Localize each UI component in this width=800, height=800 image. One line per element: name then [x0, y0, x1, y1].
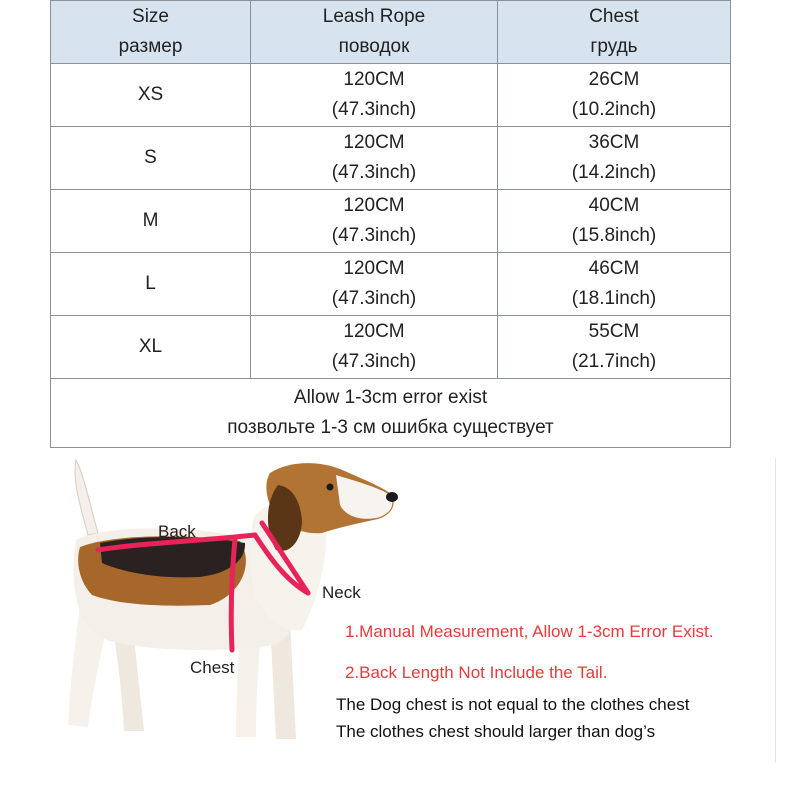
chest-inch: (18.1inch) — [571, 287, 657, 309]
size-cell: M — [51, 189, 251, 252]
chest-cell — [498, 315, 731, 378]
table-row — [51, 126, 731, 189]
table-row — [51, 64, 731, 127]
header-leash-ru: поводок — [338, 36, 410, 57]
header-size-ru: размер — [118, 36, 183, 57]
leash-cell — [251, 315, 498, 378]
divider-line — [775, 458, 776, 763]
leash-inch: (47.3inch) — [331, 98, 417, 120]
size-cell: L — [51, 252, 251, 315]
size-cell: XL — [51, 315, 251, 378]
leash-inch: (47.3inch) — [331, 287, 417, 309]
header-leash-rope — [251, 1, 498, 64]
size-chart-table — [50, 0, 731, 448]
table-row — [51, 189, 731, 252]
error-note-en: Allow 1-3cm error exist — [293, 386, 488, 408]
measurement-note: 1.Manual Measurement, Allow 1-3cm Error Exist. — [345, 622, 714, 641]
chest-cell — [498, 64, 731, 127]
leash-cell — [251, 189, 498, 252]
back-label: Back — [158, 522, 196, 541]
leash-inch: (47.3inch) — [331, 350, 417, 372]
chest-cm: 26CM — [588, 68, 640, 90]
header-chest-ru: грудь — [590, 36, 638, 57]
chest-inch: (14.2inch) — [571, 161, 657, 183]
leash-inch: (47.3inch) — [331, 224, 417, 246]
chest-cell — [498, 126, 731, 189]
header-chest — [498, 1, 731, 64]
leash-cm: 120CM — [343, 320, 405, 342]
header-size — [51, 1, 251, 64]
leash-cell — [251, 252, 498, 315]
chest-cm: 55CM — [588, 320, 640, 342]
header-size-en: Size — [132, 6, 169, 27]
table-note-row — [51, 378, 731, 447]
leash-cm: 120CM — [343, 68, 405, 90]
chest-difference-note: The Dog chest is not equal to the clothes chest — [336, 695, 690, 714]
chest-cm: 46CM — [588, 257, 640, 279]
leash-cm: 120CM — [343, 194, 405, 216]
table-header-row — [51, 1, 731, 64]
leash-cm: 120CM — [343, 131, 405, 153]
chest-cell — [498, 252, 731, 315]
error-note-ru: позвольте 1-3 см ошибка существует — [227, 416, 554, 438]
chest-cm: 40CM — [588, 194, 640, 216]
size-cell: XS — [51, 64, 251, 127]
header-chest-en: Chest — [589, 6, 639, 27]
chest-cell — [498, 189, 731, 252]
error-note-cell — [51, 378, 731, 447]
chest-cm: 36CM — [588, 131, 640, 153]
leash-inch: (47.3inch) — [331, 161, 417, 183]
leash-cell — [251, 64, 498, 127]
chest-larger-note: The clothes chest should larger than dog’s — [336, 722, 656, 741]
chest-label: Chest — [190, 658, 235, 677]
chest-inch: (21.7inch) — [571, 350, 657, 372]
chest-inch: (10.2inch) — [571, 98, 657, 120]
leash-cell — [251, 126, 498, 189]
chest-inch: (15.8inch) — [571, 224, 657, 246]
leash-cm: 120CM — [343, 257, 405, 279]
back-length-note: 2.Back Length Not Include the Tail. — [345, 663, 608, 682]
neck-label: Neck — [322, 583, 361, 602]
size-cell: S — [51, 126, 251, 189]
header-leash-en: Leash Rope — [322, 6, 426, 27]
table-row — [51, 252, 731, 315]
table-row — [51, 315, 731, 378]
